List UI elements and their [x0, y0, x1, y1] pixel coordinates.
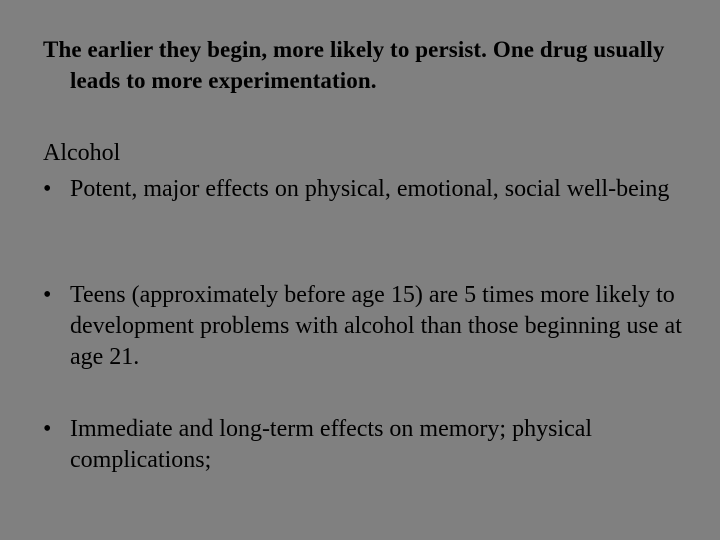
bullet-text: Potent, major effects on physical, emotional, social well-being	[70, 176, 670, 202]
bullet-text: Immediate and long-term effects on memory; physical complications;	[70, 416, 593, 473]
bullet-marker: •	[43, 282, 52, 308]
bullet-marker: •	[43, 416, 52, 442]
section-title-alcohol: Alcohol	[43, 140, 121, 166]
bullet-text: Teens (approximately before age 15) are 5 times more likely to development problems with alcohol than those beginning use at age 21.	[70, 282, 682, 370]
bullet-item	[43, 414, 693, 476]
slide-heading: The earlier they begin, more likely to persist. One drug usually leads to more experimentation.	[43, 37, 665, 93]
bullet-marker: •	[43, 176, 52, 202]
bullet-item	[43, 280, 693, 373]
bullet-item	[43, 174, 693, 205]
